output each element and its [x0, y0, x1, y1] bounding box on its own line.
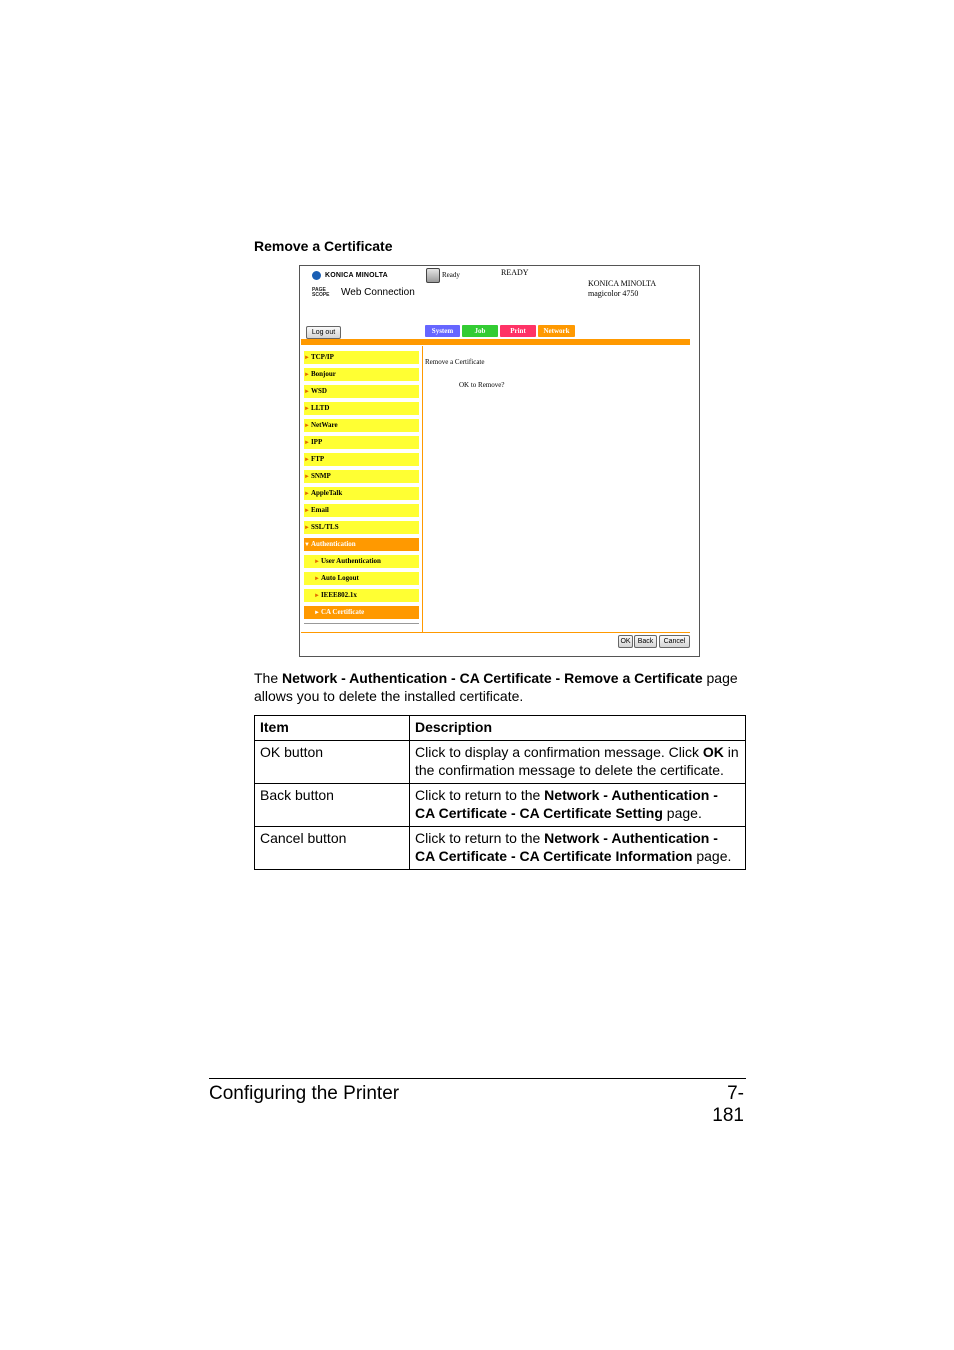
konica-minolta-logo	[312, 271, 388, 280]
table-header-row	[255, 716, 746, 741]
intro-prefix: The	[254, 670, 283, 686]
product-name: Web Connection	[341, 287, 415, 298]
header-bar	[301, 339, 690, 345]
page-title: Remove a Certificate	[425, 358, 485, 366]
arrow-down-icon: ▼	[304, 542, 310, 548]
arrow-right-icon: ►	[314, 593, 320, 599]
footer-rule	[209, 1078, 746, 1079]
nav-divider	[304, 623, 419, 624]
arrow-right-icon: ►	[304, 406, 310, 412]
arrow-right-icon: ►	[304, 440, 310, 446]
section-title: Remove a Certificate	[254, 238, 393, 254]
nav-item-appletalk[interactable]: ►AppleTalk	[304, 487, 419, 500]
konica-minolta-icon	[312, 271, 321, 280]
row-description: Click to return to the Network - Authentication - CA Certificate - CA Certificate Information page.	[410, 827, 746, 870]
arrow-right-icon: ►	[314, 576, 320, 582]
printer-icon	[426, 268, 440, 283]
nav-item-auto-logout[interactable]: ►Auto Logout	[304, 572, 419, 585]
nav-item-ieee8021x[interactable]: ►IEEE802.1x	[304, 589, 419, 602]
content-divider-horizontal	[301, 632, 690, 633]
ok-button[interactable]: OK	[618, 635, 633, 648]
nav-item-wsd[interactable]: ►WSD	[304, 385, 419, 398]
arrow-right-icon: ►	[304, 355, 310, 361]
pagescope-logo	[312, 287, 415, 298]
row-item: Cancel button	[255, 827, 410, 870]
back-button[interactable]: Back	[634, 635, 657, 648]
nav-item-ca-certificate[interactable]: ►CA Certificate	[304, 606, 419, 619]
arrow-right-icon: ►	[304, 474, 310, 480]
status-main: READY	[501, 268, 529, 277]
arrow-right-icon: ►	[304, 508, 310, 514]
arrow-right-icon: ►	[304, 389, 310, 395]
status-small: Ready	[442, 271, 460, 279]
nav-item-email[interactable]: ►Email	[304, 504, 419, 517]
brand-name: KONICA MINOLTA	[325, 272, 388, 279]
model-brand: KONICA MINOLTA	[588, 279, 657, 288]
header-item: Item	[255, 716, 410, 741]
nav-item-ftp[interactable]: ►FTP	[304, 453, 419, 466]
intro-bold: Network - Authentication - CA Certificate - Remove a Certificate	[282, 670, 703, 686]
page-number: 7-181	[712, 1083, 744, 1126]
row-item: OK button	[255, 741, 410, 784]
nav-item-bonjour[interactable]: ►Bonjour	[304, 368, 419, 381]
row-item: Back button	[255, 784, 410, 827]
tab-job[interactable]: Job	[462, 325, 498, 337]
confirm-prompt: OK to Remove?	[459, 381, 505, 389]
intro-suffix: page allows you to delete the installed certificate.	[254, 670, 738, 704]
arrow-right-icon: ►	[314, 559, 320, 565]
pagescope-icon: PAGE SCOPE	[312, 286, 330, 298]
cancel-button[interactable]: Cancel	[659, 635, 690, 648]
web-connection-screenshot	[299, 265, 700, 657]
arrow-right-icon: ►	[314, 610, 320, 616]
nav-item-snmp[interactable]: ►SNMP	[304, 470, 419, 483]
row-description: Click to return to the Network - Authentication - CA Certificate - CA Certificate Setting page.	[410, 784, 746, 827]
logout-button[interactable]: Log out	[306, 326, 341, 339]
description-table	[254, 715, 746, 870]
nav-item-user-authentication[interactable]: ►User Authentication	[304, 555, 419, 568]
arrow-right-icon: ►	[304, 525, 310, 531]
intro-paragraph	[254, 669, 754, 705]
footer-title: Configuring the Printer	[209, 1083, 400, 1104]
nav-item-ipp[interactable]: ►IPP	[304, 436, 419, 449]
nav-item-ssl-tls[interactable]: ►SSL/TLS	[304, 521, 419, 534]
arrow-right-icon: ►	[304, 457, 310, 463]
nav-item-lltd[interactable]: ►LLTD	[304, 402, 419, 415]
header-description: Description	[410, 716, 746, 741]
tab-network[interactable]: Network	[538, 325, 575, 337]
tab-print[interactable]: Print	[500, 325, 536, 337]
arrow-right-icon: ►	[304, 423, 310, 429]
tab-system[interactable]: System	[425, 325, 460, 337]
model-name: magicolor 4750	[588, 289, 639, 298]
content-divider-vertical	[422, 346, 423, 632]
table-row	[255, 741, 746, 784]
nav-item-netware[interactable]: ►NetWare	[304, 419, 419, 432]
table-row	[255, 784, 746, 827]
row-description: Click to display a confirmation message. Click OK in the confirmation message to delete the certificate.	[410, 741, 746, 784]
table-row	[255, 827, 746, 870]
nav-item-tcpip[interactable]: ►TCP/IP	[304, 351, 419, 364]
arrow-right-icon: ►	[304, 491, 310, 497]
arrow-right-icon: ►	[304, 372, 310, 378]
nav-item-authentication[interactable]: ▼Authentication	[304, 538, 419, 551]
